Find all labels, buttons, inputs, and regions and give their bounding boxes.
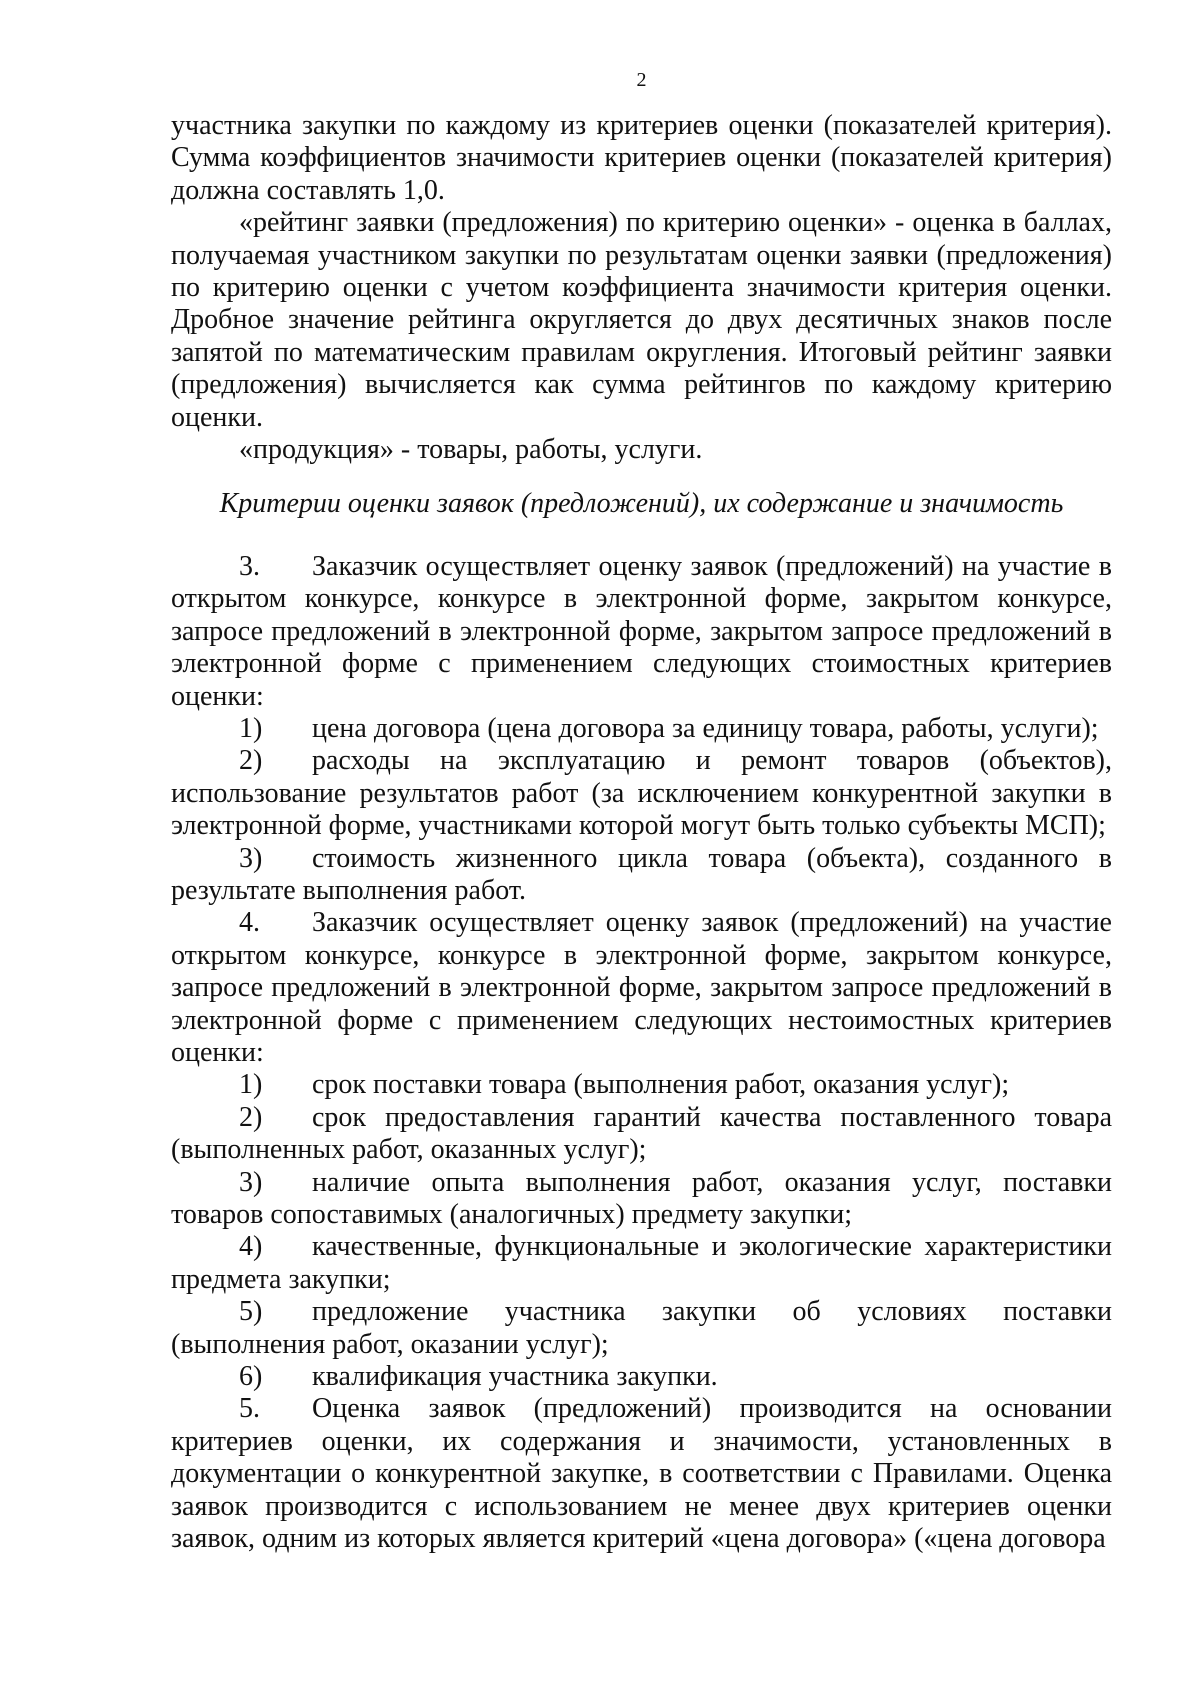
clause-5	[171, 1393, 1112, 1555]
list-item-text: наличие опыта выполнения работ, оказания услуг, поставки товаров сопоставимых (аналогичных) предмету закупки;	[171, 1166, 1112, 1230]
clause-text: Заказчик осуществляет оценку заявок (предложений) на участие в открытом конкурсе, конкурсе в электронной форме, закрытом конкурсе, запросе предложений в электронной форме, закрытом запросе предложений в электронной форме с применением следующих стоимостных критериев оценки:	[171, 550, 1112, 712]
list-item	[171, 843, 1112, 908]
list-item-number: 3)	[239, 1166, 263, 1198]
list-item-number: 1)	[239, 1069, 263, 1101]
clause-number: 3.	[239, 550, 260, 582]
list-item-text: стоимость жизненного цикла товара (объекта), созданного в результате выполнения работ.	[171, 842, 1112, 906]
list-item-text: расходы на эксплуатацию и ремонт товаров (объектов), использование результатов работ (за исключением конкурентной закупки в электронной форме, участниками которой могут быть только субъекты МСП);	[171, 745, 1112, 842]
list-item-number: 1)	[239, 712, 263, 744]
clause-number: 4.	[239, 907, 260, 939]
clause-4	[171, 907, 1112, 1069]
page-number: 2	[636, 69, 647, 91]
list-item-number: 2)	[239, 745, 263, 777]
list-item-text: срок поставки товара (выполнения работ, оказания услуг);	[312, 1069, 1010, 1101]
list-item-text: качественные, функциональные и экологические характеристики предмета закупки;	[171, 1231, 1112, 1295]
list-item-text: квалификация участника закупки.	[312, 1361, 718, 1393]
list-item-text: цена договора (цена договора за единицу товара, работы, услуги);	[312, 712, 1099, 744]
clause-text: Заказчик осуществляет оценку заявок (предложений) на участие открытом конкурсе, конкурсе в электронной форме, закрытом конкурсе, запросе предложений в электронной форме, закрытом запросе предложений в электронной форме с применением следующих нестоимостных критериев оценки:	[171, 907, 1112, 1068]
list-item	[171, 1231, 1112, 1296]
list-item	[171, 745, 1112, 842]
list-item-number: 5)	[239, 1296, 263, 1328]
list-item-number: 6)	[239, 1361, 263, 1393]
list-item	[171, 1069, 1112, 1101]
intro-paragraph-1: участника закупки по каждому из критериев оценки (показателей критерия). Сумма коэффициентов значимости критериев оценки (показателей критерия) должна составлять 1,0.	[171, 110, 1112, 206]
list-item-number: 3)	[239, 842, 263, 874]
list-item	[171, 1102, 1112, 1167]
clause-3	[171, 551, 1112, 713]
list-item	[171, 1167, 1112, 1232]
list-item	[171, 1361, 1112, 1393]
clause-number: 5.	[239, 1393, 260, 1425]
clause-text: Оценка заявок (предложений) производится на основании критериев оценки, их содержания и значимости, установленных в документации о конкурентной закупке, в соответствии с Правилами. Оценка заявок производится с использованием не менее двух критериев оценки заявок, одним из которых является критерий «цена договора» («цена договора	[171, 1393, 1112, 1555]
list-item	[171, 1296, 1112, 1361]
intro-paragraph-2: «рейтинг заявки (предложения) по критерию оценки» - оценка в баллах, получаемая участником закупки по результатам оценки заявки (предложения) по критерию оценки с учетом коэффициента значимости критерия оценки. Дробное значение рейтинга округляется до двух десятичных знаков после запятой по математическим правилам округления. Итоговый рейтинг заявки (предложения) вычисляется как сумма рейтингов по каждому критерию оценки.	[171, 207, 1112, 433]
list-item-text: предложение участника закупки об условиях поставки (выполнения работ, оказании услуг);	[171, 1296, 1112, 1360]
list-item-text: срок предоставления гарантий качества поставленного товара (выполненных работ, оказанных услуг);	[171, 1101, 1112, 1166]
list-item	[171, 713, 1112, 745]
section-heading: Критерии оценки заявок (предложений), их содержание и значимость	[219, 488, 1064, 520]
list-item-number: 2)	[239, 1101, 263, 1133]
document-body	[171, 110, 1112, 1555]
list-item-number: 4)	[239, 1231, 263, 1263]
intro-paragraph-3: «продукция» - товары, работы, услуги.	[239, 434, 703, 466]
